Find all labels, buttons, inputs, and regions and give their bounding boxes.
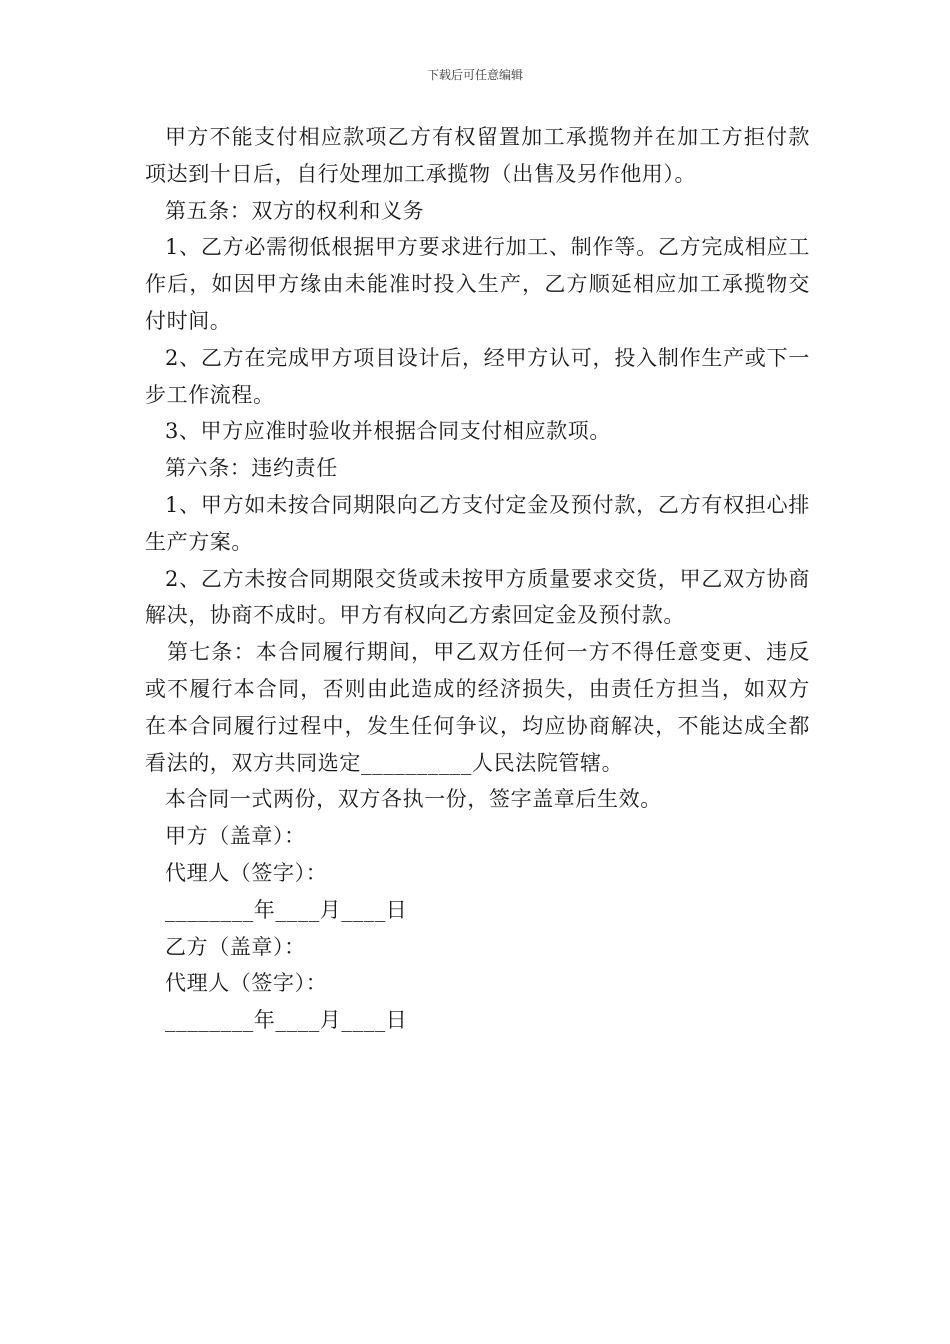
party-a-seal-line: 甲方（盖章）： (165, 824, 306, 849)
article-five-heading: 第五条：双方的权利和义务 (165, 198, 425, 223)
article-six-clause-1: 1、甲方如未按合同期限向乙方支付定金及预付款，乙方有权担心排生产方案。 (145, 492, 810, 554)
party-a-agent-signature-line: 代理人（签字）： (165, 860, 328, 885)
article-five-clause-1: 1、乙方必需彻低根据甲方要求进行加工、制作等。乙方完成相应工作后，如因甲方缘由未能准时投入生产，乙方顺延相应加工承揽物交付时间。 (145, 235, 810, 333)
article-five-clause-2: 2、乙方在完成甲方项目设计后，经甲方认可，投入制作生产或下一步工作流程。 (145, 345, 810, 407)
page-header: 下载后可任意编辑 (426, 68, 523, 82)
document-body (145, 119, 810, 1039)
article-five-clause-3: 3、甲方应准时验收并根据合同支付相应款项。 (165, 419, 611, 444)
article-six-heading: 第六条：违约责任 (165, 456, 338, 481)
party-b-date-line: ________年____月____日 (165, 1008, 408, 1033)
article-seven: 第七条：本合同履行期间，甲乙双方任何一方不得任意变更、违反或不履行本合同，否则由此造成的经济损失，由责任方担当，如双方在本合同履行过程中，发生任何争议，均应协商解决，不能达成全都看法的，双方共同选定__________人民法院管辖。 (145, 640, 810, 775)
article-six-clause-2: 2、乙方未按合同期限交货或未按甲方质量要求交货，甲乙双方协商解决，协商不成时。甲方有权向乙方索回定金及预付款。 (145, 566, 810, 628)
party-b-agent-signature-line: 代理人（签字）： (165, 971, 328, 996)
copies-clause: 本合同一式两份，双方各执一份，签字盖章后生效。 (165, 787, 662, 812)
party-a-date-line: ________年____月____日 (165, 897, 408, 922)
paragraph-payment-lien: 甲方不能支付相应款项乙方有权留置加工承揽物并在加工方拒付款项达到十日后，自行处理加工承揽物（出售及另作他用）。 (145, 125, 810, 186)
party-b-seal-line: 乙方（盖章）： (165, 934, 306, 959)
